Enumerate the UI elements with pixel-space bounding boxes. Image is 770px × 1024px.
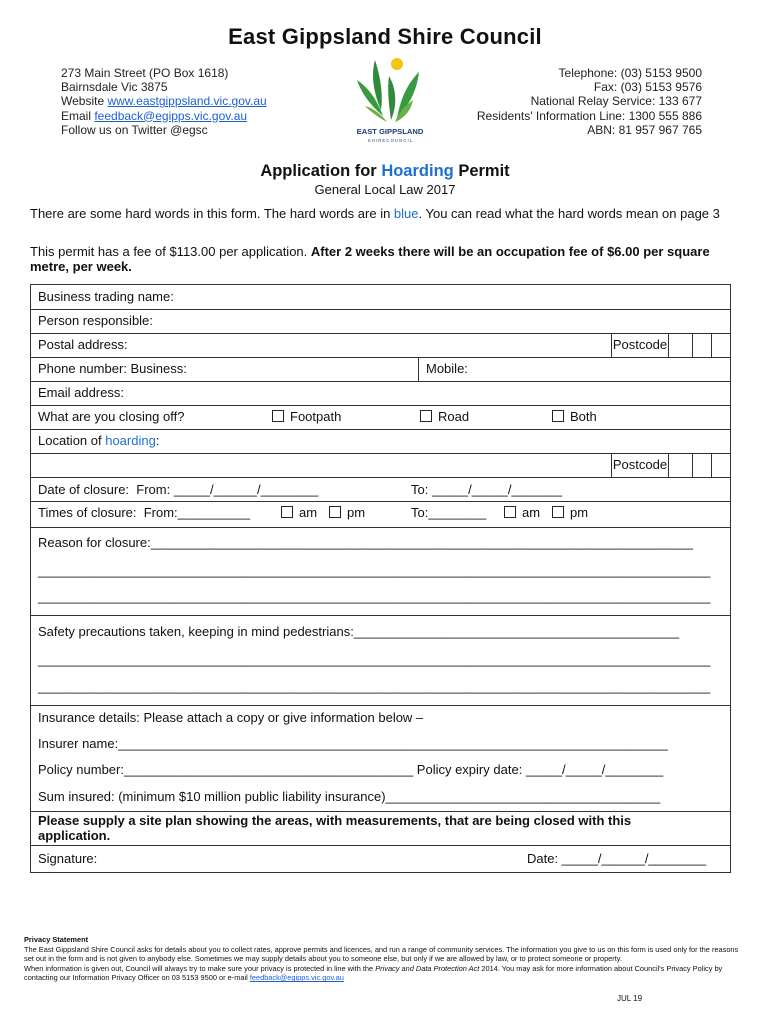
privacy-paragraph-2 <box>24 964 746 983</box>
form-version: JUL 19 <box>617 994 643 1003</box>
both-option[interactable] <box>552 409 597 424</box>
site-plan-row <box>31 811 730 846</box>
logo-text: EAST GIPPSLAND <box>356 127 424 136</box>
from-pm-checkbox[interactable] <box>329 506 341 518</box>
safety-line[interactable]: _____________________________________________________________________________________________ <box>38 652 711 667</box>
intro-blue-word: blue <box>393 206 419 221</box>
business-name-label: Business trading name: <box>38 289 174 304</box>
both-label: Both <box>570 409 597 424</box>
form-title <box>0 162 770 181</box>
email-line <box>61 109 267 123</box>
both-checkbox[interactable] <box>552 410 564 422</box>
insurance-block <box>31 705 730 812</box>
footpath-option[interactable] <box>272 409 341 424</box>
closure-time-from[interactable]: Times of closure: From:__________ <box>38 505 250 520</box>
twitter-line: Follow us on Twitter @egsc <box>61 122 208 137</box>
privacy-text-mid: 2014. You may ask for more information about Council's Privacy Policy by contacting our Information Privacy Officer on 03 5153 9500 or e-mail <box>24 963 723 983</box>
postcode-label-2: Postcode <box>612 457 668 472</box>
postcode-label-cell-2 <box>611 453 669 477</box>
council-name: East Gippsland Shire Council <box>228 24 542 49</box>
title-prefix: Application for <box>260 162 382 180</box>
from-am-option[interactable] <box>281 505 317 520</box>
reason-line[interactable]: _____________________________________________________________________________________________ <box>38 563 711 578</box>
reason-label: Reason for closure:___________________________________________________________________________ <box>38 535 693 550</box>
safety-label: Safety precautions taken, keeping in mind pedestrians:_____________________________________________ <box>38 624 680 639</box>
postcode-label: Postcode <box>612 337 668 352</box>
form-subtitle: General Local Law 2017 <box>314 182 456 197</box>
telephone: Telephone: (03) 5153 9500 <box>558 66 702 80</box>
location-suffix: : <box>155 433 160 448</box>
website-link[interactable]: www.eastgippsland.vic.gov.au <box>107 94 267 109</box>
email-label: Email <box>61 108 95 123</box>
signature-date-field[interactable]: Date: _____/______/________ <box>527 851 707 866</box>
email-label: Email address: <box>38 385 124 400</box>
intro-text-end: . You can read what the hard words mean on page 3 <box>418 206 720 221</box>
closing-question: What are you closing off? <box>38 409 185 424</box>
email-row[interactable] <box>31 381 730 406</box>
address-line-2: Bairnsdale Vic 3875 <box>61 80 168 95</box>
business-name-row[interactable] <box>31 285 730 310</box>
address-line-1: 273 Main Street (PO Box 1618) <box>61 66 229 80</box>
fee-bold-text: After 2 weeks there will be an occupation fee of $6.00 per square metre, per week. <box>30 244 710 274</box>
phone-label: Phone number: Business: <box>38 361 187 376</box>
from-am-checkbox[interactable] <box>281 506 293 518</box>
closing-row <box>31 405 730 430</box>
insurance-label: Insurance details: Please attach a copy or give information below – <box>38 710 424 725</box>
am-label: am <box>522 505 541 520</box>
to-pm-checkbox[interactable] <box>552 506 564 518</box>
closure-time-to[interactable]: To:________ <box>411 505 487 520</box>
location-hard-word: hoarding <box>105 433 156 448</box>
insurer-name-field[interactable]: Insurer name:____________________________________________________________________________ <box>38 736 668 751</box>
logo-graphic-icon <box>347 52 433 146</box>
postcode-label-cell <box>611 333 669 357</box>
postcode-box-divider <box>692 453 693 477</box>
safety-line[interactable]: _____________________________________________________________________________________________ <box>38 679 711 694</box>
reason-line[interactable]: _____________________________________________________________________________________________ <box>38 589 711 604</box>
fax: Fax: (03) 5153 9576 <box>593 80 702 95</box>
site-plan-note: Please supply a site plan showing the areas, with measurements, that are being closed with this application. <box>38 813 632 843</box>
to-am-option[interactable] <box>504 505 540 520</box>
fee-text: This permit has a fee of $113.00 per application. <box>30 244 311 259</box>
mobile-label: Mobile: <box>426 361 468 376</box>
to-pm-option[interactable] <box>552 505 588 520</box>
logo-subtext: S H I R E C O U N C I L <box>367 138 413 143</box>
intro-text: There are some hard words in this form. The hard words are in <box>30 206 394 221</box>
pm-label: pm <box>347 505 366 520</box>
application-form <box>30 284 731 873</box>
postcode-box-divider <box>711 333 712 357</box>
location-label <box>38 433 159 448</box>
residents-line: Residents' Information Line: 1300 555 886 <box>476 108 702 123</box>
website-label: Website <box>61 94 108 109</box>
reason-block[interactable] <box>31 527 730 616</box>
road-checkbox[interactable] <box>420 410 432 422</box>
closure-date-row[interactable] <box>31 477 730 502</box>
intro-hard-words <box>30 206 720 221</box>
signature-label: Signature: <box>38 851 98 866</box>
signature-row[interactable] <box>31 845 730 871</box>
website-line <box>61 94 267 108</box>
closure-date-to[interactable]: To: _____/_____/_______ <box>411 482 563 497</box>
postal-address-label: Postal address: <box>38 337 128 352</box>
council-contact-block <box>477 66 702 137</box>
from-pm-option[interactable] <box>329 505 365 520</box>
person-row[interactable] <box>31 309 730 334</box>
pm-label: pm <box>570 505 589 520</box>
road-label: Road <box>438 409 470 424</box>
privacy-email-link[interactable]: feedback@egipps.vic.gov.au <box>249 973 344 983</box>
relay-service: National Relay Service: 133 677 <box>530 94 702 109</box>
phone-divider <box>418 357 419 381</box>
privacy-heading: Privacy Statement <box>24 935 89 944</box>
person-label: Person responsible: <box>38 313 153 328</box>
privacy-paragraph-1: The East Gippsland Shire Council asks for details about you to collect rates, approve permits and licences, and run a range of community services. The information you give to us on this form is used only for the reasons set out in the form and is not given to anybody else. Sometimes we may supply details about you to someone else, but only if we are allowed by law, or to protect someone or property. <box>24 944 739 964</box>
safety-block[interactable] <box>31 615 730 706</box>
title-hard-word: Hoarding <box>381 162 454 180</box>
privacy-text: When information is given out, Council will always try to make sure your privacy is protected in line with the <box>24 963 376 973</box>
location-prefix: Location of <box>38 433 106 448</box>
closure-date-from[interactable]: Date of closure: From: _____/______/________ <box>38 482 319 497</box>
policy-number-field[interactable]: Policy number:________________________________________ Policy expiry date: _____/_____/________ <box>38 762 664 777</box>
council-address-block <box>61 66 267 137</box>
privacy-act-name: Privacy and Data Protection Act <box>375 963 480 973</box>
postal-address-row[interactable] <box>31 333 730 358</box>
intro-fee <box>30 244 720 274</box>
footpath-checkbox[interactable] <box>272 410 284 422</box>
am-label: am <box>299 505 318 520</box>
sum-insured-field[interactable]: Sum insured: (minimum $10 million public liability insurance)______________________________________ <box>38 789 661 804</box>
postcode-box-divider <box>711 453 712 477</box>
to-am-checkbox[interactable] <box>504 506 516 518</box>
location-row[interactable] <box>31 429 730 454</box>
location-address-row[interactable] <box>31 453 730 478</box>
title-suffix: Permit <box>453 162 510 180</box>
phone-row[interactable] <box>31 357 730 382</box>
postcode-box-divider <box>692 333 693 357</box>
council-logo <box>347 52 433 146</box>
abn: ABN: 81 957 967 765 <box>587 122 702 137</box>
closure-time-row <box>31 501 730 528</box>
email-link[interactable]: feedback@egipps.vic.gov.au <box>94 108 248 123</box>
privacy-statement <box>24 935 746 983</box>
footpath-label: Footpath <box>290 409 342 424</box>
road-option[interactable] <box>420 409 469 424</box>
